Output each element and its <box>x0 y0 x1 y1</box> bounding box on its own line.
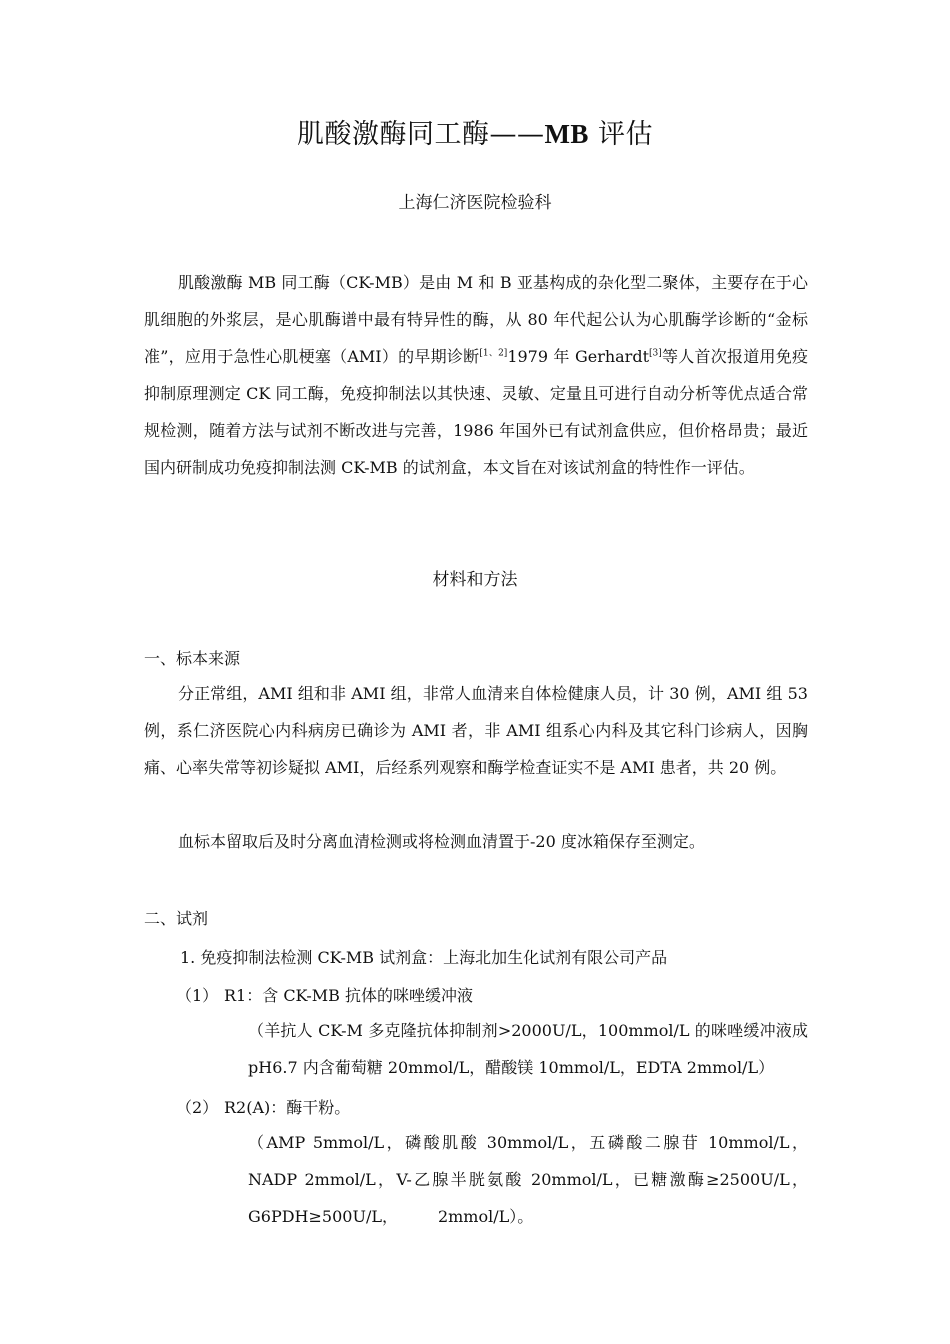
section1-paragraph-2: 血标本留取后及时分离血清检测或将检测血清置于-20 度冰箱保存至测定。 <box>178 832 705 851</box>
author-affiliation: 上海仁济医院检验科 <box>398 193 552 213</box>
section-heading: 材料和方法 <box>432 570 518 590</box>
section1-heading: 一、标本来源 <box>144 649 241 668</box>
r2-label: R2(A)：酶干粉。 <box>224 1098 351 1117</box>
title-bold: MB <box>544 119 589 149</box>
citation-1: [1、2] <box>479 348 508 359</box>
r2-detail: （AMP 5mmol/L，磷酸肌酸 30mmol/L，五磷酸二腺苷 10mmol/L，NADP 2mmol/L，V-乙腺半胱氨酸 20mmol/L，已糖激酶≥2500U/L，G6PDH≥500U/L， 2mmol/L）。 <box>248 1133 808 1226</box>
r1-label: R1：含 CK-MB 抗体的咪唑缓冲液 <box>224 986 473 1005</box>
section2-heading: 二、试剂 <box>144 909 209 928</box>
r1-number: （1） <box>176 986 219 1005</box>
intro-text-3: 等人首次报道用免疫抑制原理测定 CK 同工酶，免疫抑制法以其快速、灵敏、定量且可进行自动分析等优点适合常规检测，随着方法与试剂不断改进与完善，1986 年国外已有试剂盒供应，但价格昂贵；最近国内研制成功免疫抑制法测 CK-MB 的试剂盒，本文旨在对该试剂盒的特性作一评估。 <box>144 347 808 477</box>
intro-text-2: 1979 年 Gerhardt <box>507 347 650 366</box>
citation-2: [3] <box>649 348 662 359</box>
section1-paragraph-1: 分正常组，AMI 组和非 AMI 组，非常人血清来自体检健康人员，计 30 例，AMI 组 53 例，系仁济医院心内科病房已确诊为 AMI 者，非 AMI 组系心内科及其它科门诊病人，因胸痛、心率失常等初诊疑拟 AMI，后经系列观察和酶学检查证实不是 AMI 患者，共 20 例。 <box>144 684 808 777</box>
intro-paragraph <box>144 264 808 486</box>
reagent-kit-line: 1. 免疫抑制法检测 CK-MB 试剂盒：上海北加生化试剂有限公司产品 <box>180 948 668 967</box>
intro-text-1: 肌酸激酶 MB 同工酶（CK-MB）是由 M 和 B 亚基构成的杂化型二聚体，主要存在于心肌细胞的外浆层，是心肌酶谱中最有特异性的酶，从 80 年代起公认为心肌酶学诊断的“金标准”，应用于急性心肌梗塞（AMI）的早期诊断 <box>144 273 808 366</box>
title-tail: 评估 <box>588 119 654 150</box>
r2-number: （2） <box>176 1098 219 1117</box>
page-title <box>0 112 950 151</box>
title-text: 肌酸激酶同工酶—— <box>296 119 545 150</box>
r1-detail: （羊抗人 CK-M 多克隆抗体抑制剂>2000U/L，100mmol/L 的咪唑缓冲液成 pH6.7 内含葡萄糖 20mmol/L，醋酸镁 10mmol/L，EDTA 2mmol/L） <box>248 1021 808 1077</box>
